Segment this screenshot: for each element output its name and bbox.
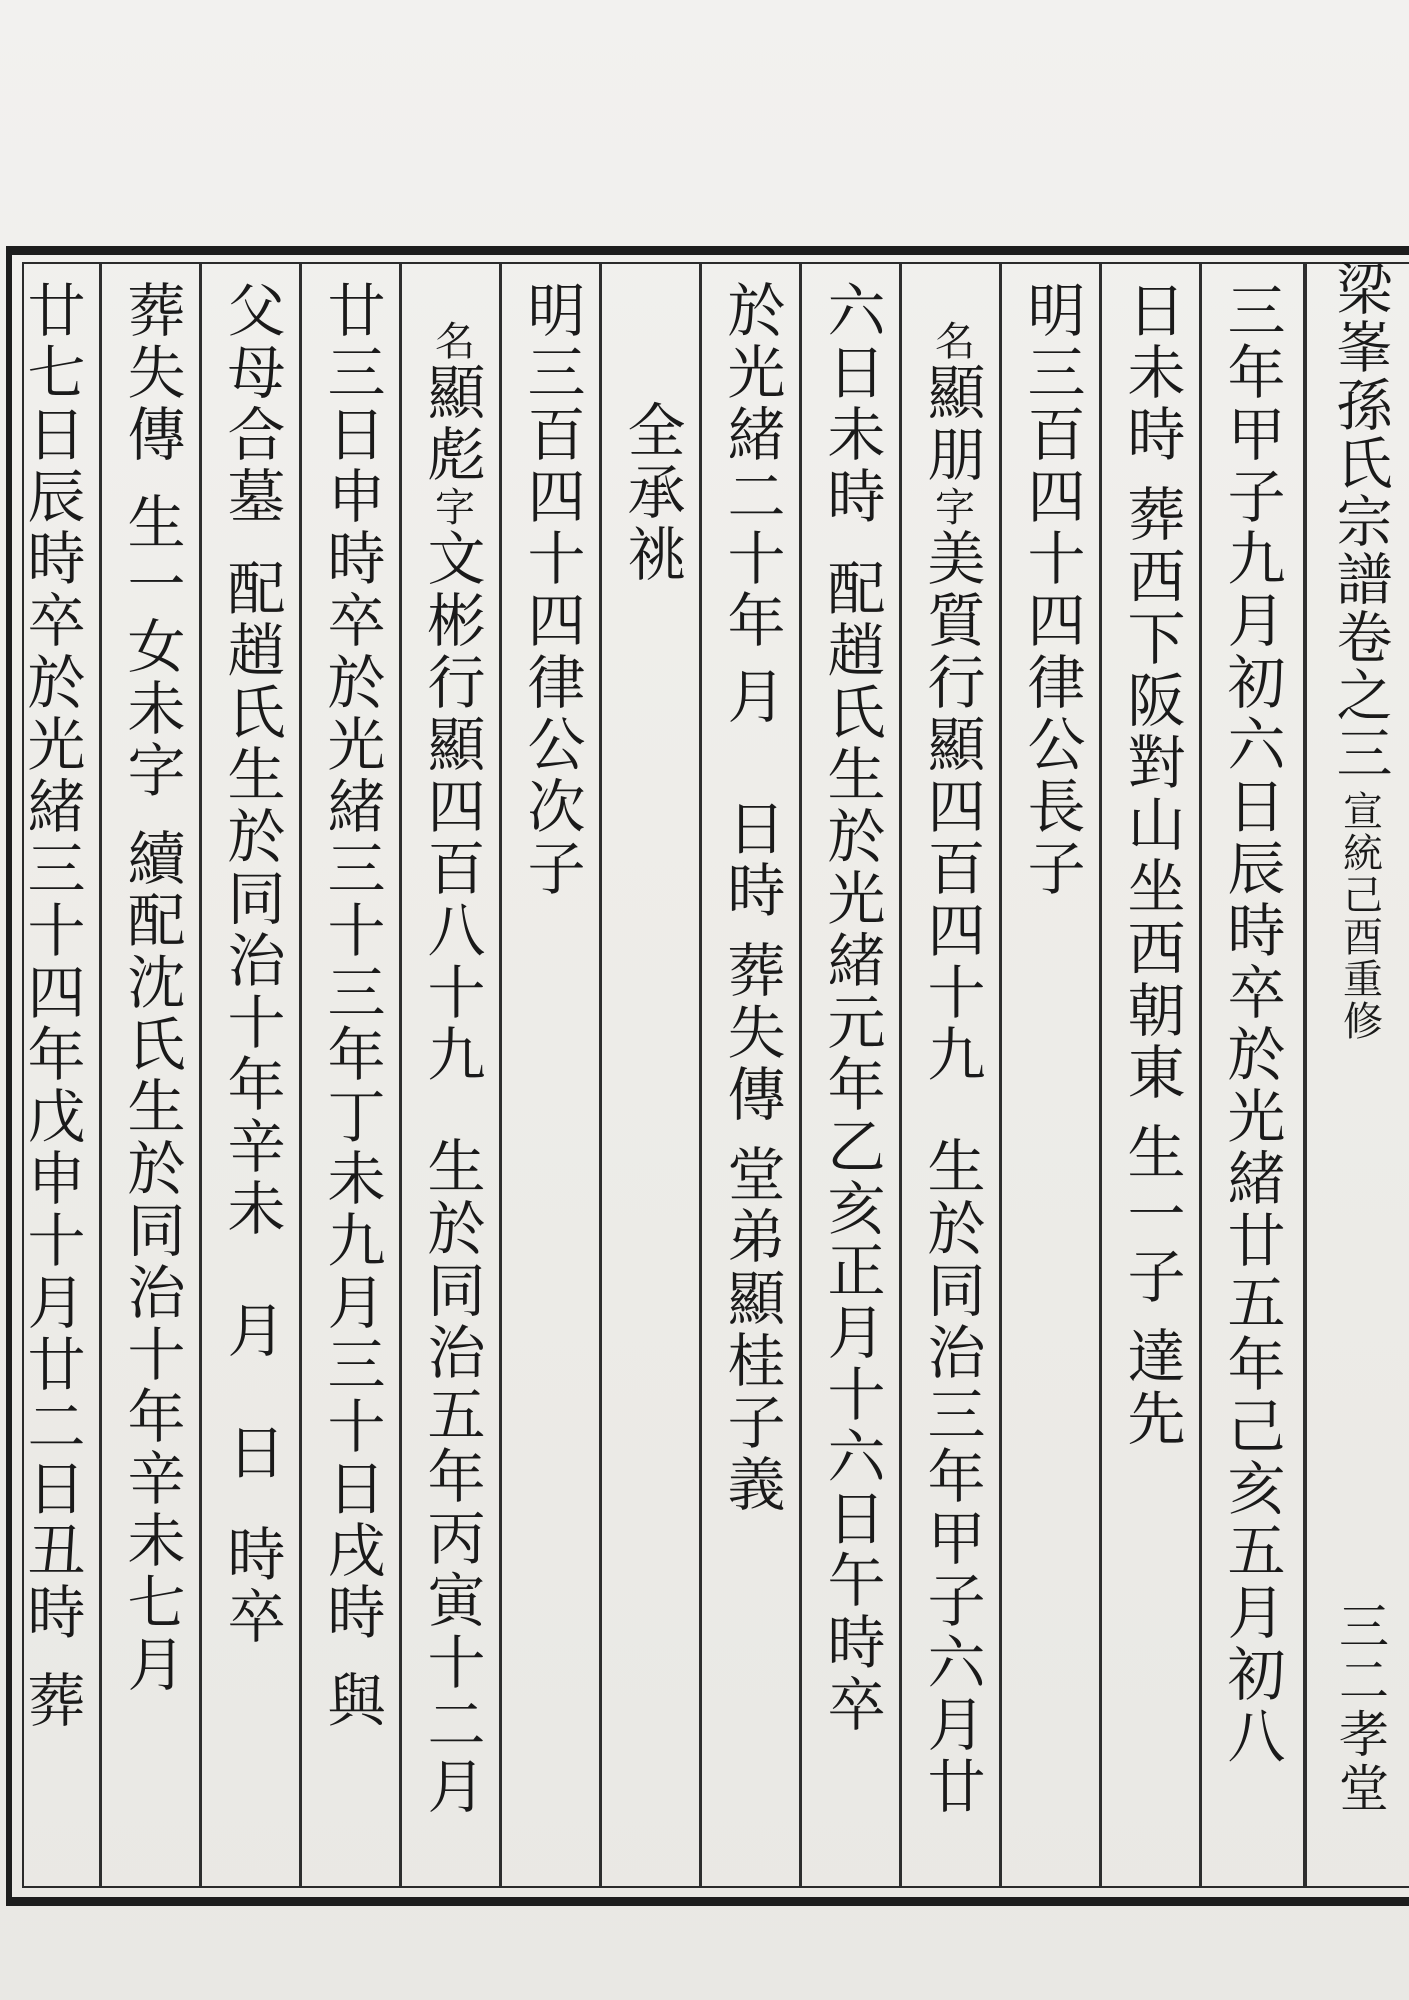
column-rule	[799, 264, 802, 1886]
column-text: 時卒	[217, 1524, 286, 1648]
column-text: 續配沈氏生於同治十年辛未七月	[117, 828, 186, 1696]
column-text: 文彬行顯四百八十九	[417, 528, 486, 1086]
edition-label: 宣統己酉重修	[1336, 790, 1383, 1042]
top-margin	[0, 0, 1409, 245]
text-column-13	[4, 280, 99, 1880]
hall-name: 孝堂	[1331, 1708, 1389, 1816]
column-text: 全承祧	[617, 400, 686, 586]
column-text: 堂弟顯桂子義	[717, 1144, 786, 1516]
text-column-4	[904, 280, 999, 1880]
column-rule	[899, 264, 902, 1886]
column-text: 配趙氏生於光緒元年乙亥正月十六日午時卒	[817, 558, 886, 1736]
column-rule	[1199, 264, 1202, 1886]
text-column-3	[1004, 280, 1099, 1880]
column-text: 明三百四十四律公次子	[517, 280, 586, 900]
text-column-6	[704, 280, 799, 1880]
column-text: 父母合墓	[217, 280, 286, 528]
column-text: 配趙氏生於同治十年辛未	[217, 558, 286, 1240]
column-text: 名	[928, 320, 975, 362]
volume-label: 卷之三	[1327, 608, 1393, 782]
column-rule	[599, 264, 602, 1886]
column-text: 廿七日辰時卒於光緒三十四年戊申十月廿二日丑時	[17, 280, 86, 1644]
text-column-8	[504, 280, 599, 1880]
column-rule	[199, 264, 202, 1886]
column-text: 字	[428, 486, 475, 528]
column-text: 葬西下阪對山坐西朝東	[1117, 484, 1186, 1104]
column-text: 六日未時	[817, 280, 886, 528]
column-text: 日	[217, 1422, 286, 1484]
column-text: 生於同治五年丙寅十二月	[417, 1136, 486, 1818]
column-text: 於光緒二十年	[717, 280, 786, 652]
column-text: 日時	[717, 798, 786, 922]
text-column-2	[1104, 280, 1199, 1880]
column-text: 名	[428, 320, 475, 362]
text-column-11	[204, 280, 299, 1880]
page-number: 三二	[1331, 1600, 1389, 1708]
column-text: 字	[928, 486, 975, 528]
column-text: 月	[217, 1300, 286, 1362]
column-text: 與	[317, 1670, 386, 1732]
column-rule	[399, 264, 402, 1886]
column-text: 葬失傳	[717, 940, 786, 1126]
column-text: 三年甲子九月初六日辰時卒於光緒廿五年己亥五月初八	[1217, 280, 1286, 1768]
text-column-10	[304, 280, 399, 1880]
column-text: 生一子	[1117, 1122, 1186, 1308]
column-text: 顯彪	[417, 362, 486, 486]
column-rule	[99, 264, 102, 1886]
column-rule	[1099, 264, 1102, 1886]
text-column-1	[1204, 280, 1299, 1880]
column-text: 葬	[17, 1670, 86, 1732]
page-number-block	[1320, 1600, 1400, 1816]
text-column-9	[404, 280, 499, 1880]
text-column-5	[804, 280, 899, 1880]
column-rule	[699, 264, 702, 1886]
column-text: 月	[717, 666, 786, 728]
column-text: 明三百四十四律公長子	[1017, 280, 1086, 900]
column-text: 顯朋	[917, 362, 986, 486]
column-text: 生於同治三年甲子六月廿	[917, 1136, 986, 1818]
column-text: 日未時	[1117, 280, 1186, 466]
column-text: 生一女未字	[117, 492, 186, 802]
column-text: 美質行顯四百四十九	[917, 528, 986, 1086]
spine-rule	[1303, 264, 1307, 1886]
column-rule	[299, 264, 302, 1886]
column-text: 達先	[1117, 1326, 1186, 1450]
text-column-12	[104, 280, 199, 1880]
column-text: 廿三日申時卒於光緒三十三年丁未九月三十日戌時	[317, 280, 386, 1644]
book-title: 梁峯孫氏宗譜	[1327, 260, 1393, 608]
column-rule	[499, 264, 502, 1886]
column-rule	[999, 264, 1002, 1886]
column-text: 葬失傳	[117, 280, 186, 466]
text-column-7	[604, 280, 699, 1880]
